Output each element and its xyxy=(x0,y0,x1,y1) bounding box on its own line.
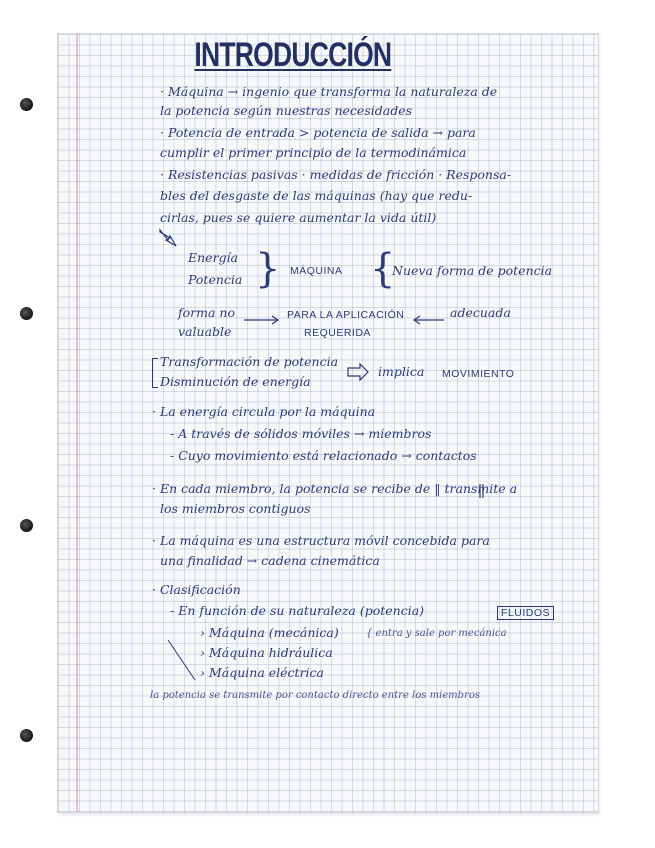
line-maquina-mecanica: › Máquina (mecánica) xyxy=(200,625,339,640)
line-potencia-entrada: · Potencia de entrada > potencia de salida → para xyxy=(160,125,476,140)
label-potencia: Potencia xyxy=(188,272,243,287)
line-potencia-entrada-2: cumplir el primer principio de la termodinámica xyxy=(160,145,467,160)
line-clasificacion: · Clasificación xyxy=(152,582,241,597)
brace-left: { xyxy=(370,246,396,292)
line-maquina-def: · Máquina → ingenio que transforma la naturaleza de xyxy=(160,84,498,99)
bracket-left xyxy=(152,358,158,388)
hollow-arrow-icon xyxy=(160,230,176,246)
line-finalidad: una finalidad → cadena cinemática xyxy=(160,553,380,568)
line-energia-circula: · La energía circula por la máquina xyxy=(152,404,376,419)
line-estructura-movil: · La máquina es una estructura móvil concebida para xyxy=(152,533,490,548)
label-implica: implica xyxy=(378,364,425,379)
label-fluidos xyxy=(497,603,554,623)
line-resistencias: · Resistencias pasivas · medidas de fricción · Responsa- xyxy=(160,167,512,182)
label-disminucion: Disminución de energía xyxy=(160,374,311,389)
page-title: INTRODUCCIÓN xyxy=(194,36,392,74)
line-maquina-def-2: la potencia según nuestras necesidades xyxy=(160,103,413,118)
line-entra-sale: { entra y sale por mecánica xyxy=(366,628,507,639)
line-maquina-hidraulica: › Máquina hidráulica xyxy=(200,645,333,660)
line-resistencias-2: bles del desgaste de las máquinas (hay que redu- xyxy=(160,188,473,203)
line-resistencias-3: cirlas, pues se quiere aumentar la vida útil) xyxy=(160,210,437,225)
label-para-aplicacion: PARA LA APLICACIÓN xyxy=(287,309,405,321)
line-maquina-electrica: › Máquina eléctrica xyxy=(200,665,324,680)
line-cuyo-movimiento: - Cuyo movimiento está relacionado → contactos xyxy=(170,448,477,463)
label-nueva-forma: Nueva forma de potencia xyxy=(392,263,553,278)
line-contiguos: los miembros contiguos xyxy=(160,501,311,516)
label-maquina: MÁQUINA xyxy=(290,265,343,277)
hollow-arrow-implica-icon xyxy=(348,364,368,380)
label-requerida: REQUERIDA xyxy=(304,327,371,339)
brace-right: } xyxy=(255,246,281,292)
fluidos-box: FLUIDOS xyxy=(497,606,554,620)
line-a-traves: - A través de sólidos móviles → miembros xyxy=(170,426,432,441)
label-adecuada: adecuada xyxy=(450,305,511,320)
line-en-cada-miembro: · En cada miembro, la potencia se recibe de ‖ transmite a xyxy=(152,481,518,496)
line-en-funcion: - En función de su naturaleza (potencia) xyxy=(170,603,425,618)
label-forma-no: forma no xyxy=(178,305,235,320)
label-transformacion: Transformación de potencia xyxy=(160,354,339,369)
label-movimiento: MOVIMIENTO xyxy=(442,368,515,380)
line-nota-contacto: la potencia se transmite por contacto directo entre los miembros xyxy=(150,690,480,701)
label-energia: Energía xyxy=(188,250,238,265)
label-valuable: valuable xyxy=(178,324,232,339)
pointer-line xyxy=(168,640,195,680)
